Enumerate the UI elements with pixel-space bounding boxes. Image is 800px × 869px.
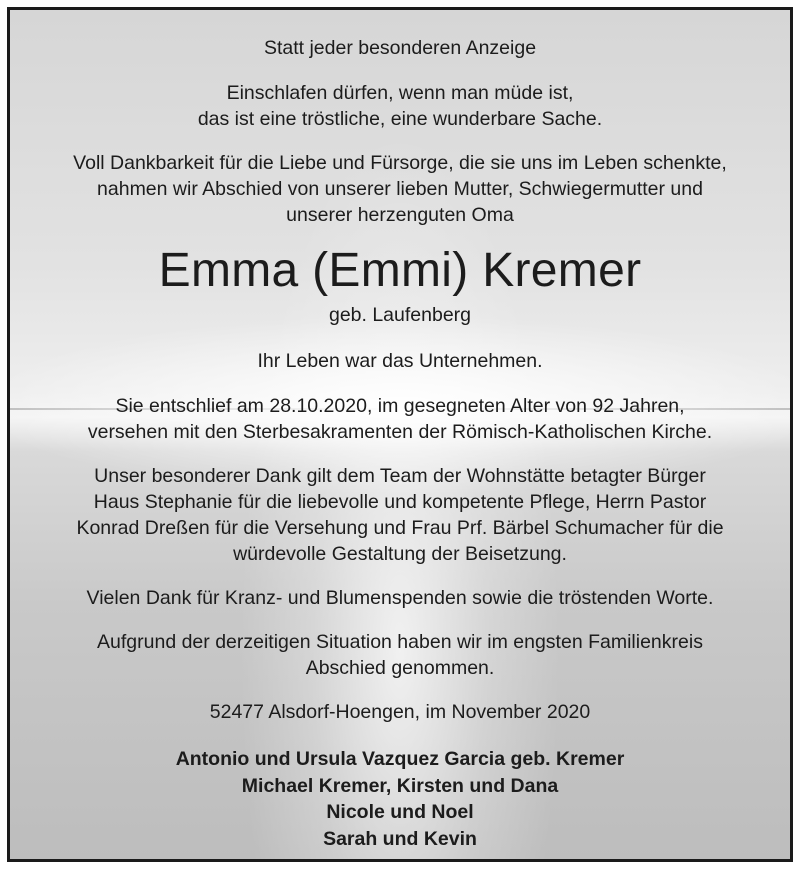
intro-text — [10, 150, 790, 228]
quote-line: Einschlafen dürfen, wenn man müde ist, — [226, 82, 574, 104]
signer-line: Sarah und Kevin — [323, 827, 477, 850]
flowers-thanks: Vielen Dank für Kranz- und Blumenspenden sowie die tröstenden Worte. — [86, 587, 714, 609]
situation-line: Aufgrund der derzeitigen Situation haben wir im engsten Familienkreis — [97, 631, 703, 653]
life-statement: Ihr Leben war das Unternehmen. — [257, 350, 543, 372]
death-details — [10, 393, 790, 445]
signers — [10, 746, 790, 852]
intro-line: Voll Dankbarkeit für die Liebe und Fürsorge, die sie uns im Leben schenkte, — [73, 152, 727, 174]
situation-line: Abschied genommen. — [305, 657, 495, 679]
place-date: 52477 Alsdorf-Hoengen, im November 2020 — [209, 701, 591, 723]
thanks-line: würdevolle Gestaltung der Beisetzung. — [233, 543, 567, 565]
intro-line: unserer herzenguten Oma — [286, 204, 514, 226]
death-line: versehen mit den Sterbesakramenten der Römisch-Katholischen Kirche. — [87, 421, 713, 443]
quote-line: das ist eine tröstliche, eine wunderbare Sache. — [197, 108, 603, 130]
thanks-line: Konrad Dreßen für die Versehung und Frau Prf. Bärbel Schumacher für die — [76, 517, 724, 539]
thanks-line: Unser besonderer Dank gilt dem Team der Wohnstätte betagter Bürger — [94, 465, 706, 487]
obituary-notice — [7, 7, 793, 862]
notice-header: Statt jeder besonderen Anzeige — [263, 37, 537, 59]
quote — [10, 80, 790, 132]
signer-line: Antonio und Ursula Vazquez Garcia geb. Kremer — [175, 748, 625, 770]
thanks-line: Haus Stephanie für die liebevolle und kompetente Pflege, Herrn Pastor — [93, 491, 707, 513]
deceased-name: Emma (Emmi) Kremer — [158, 244, 642, 297]
situation-text — [10, 629, 790, 681]
death-line: Sie entschlief am 28.10.2020, im gesegneten Alter von 92 Jahren, — [115, 395, 685, 417]
birth-name: geb. Laufenberg — [328, 304, 472, 326]
intro-line: nahmen wir Abschied von unserer lieben Mutter, Schwiegermutter und — [97, 178, 703, 200]
notice-content — [10, 10, 790, 852]
signer-line: Michael Kremer, Kirsten und Dana — [241, 774, 559, 797]
signer-line: Nicole und Noel — [326, 801, 474, 823]
thanks-text — [10, 463, 790, 567]
